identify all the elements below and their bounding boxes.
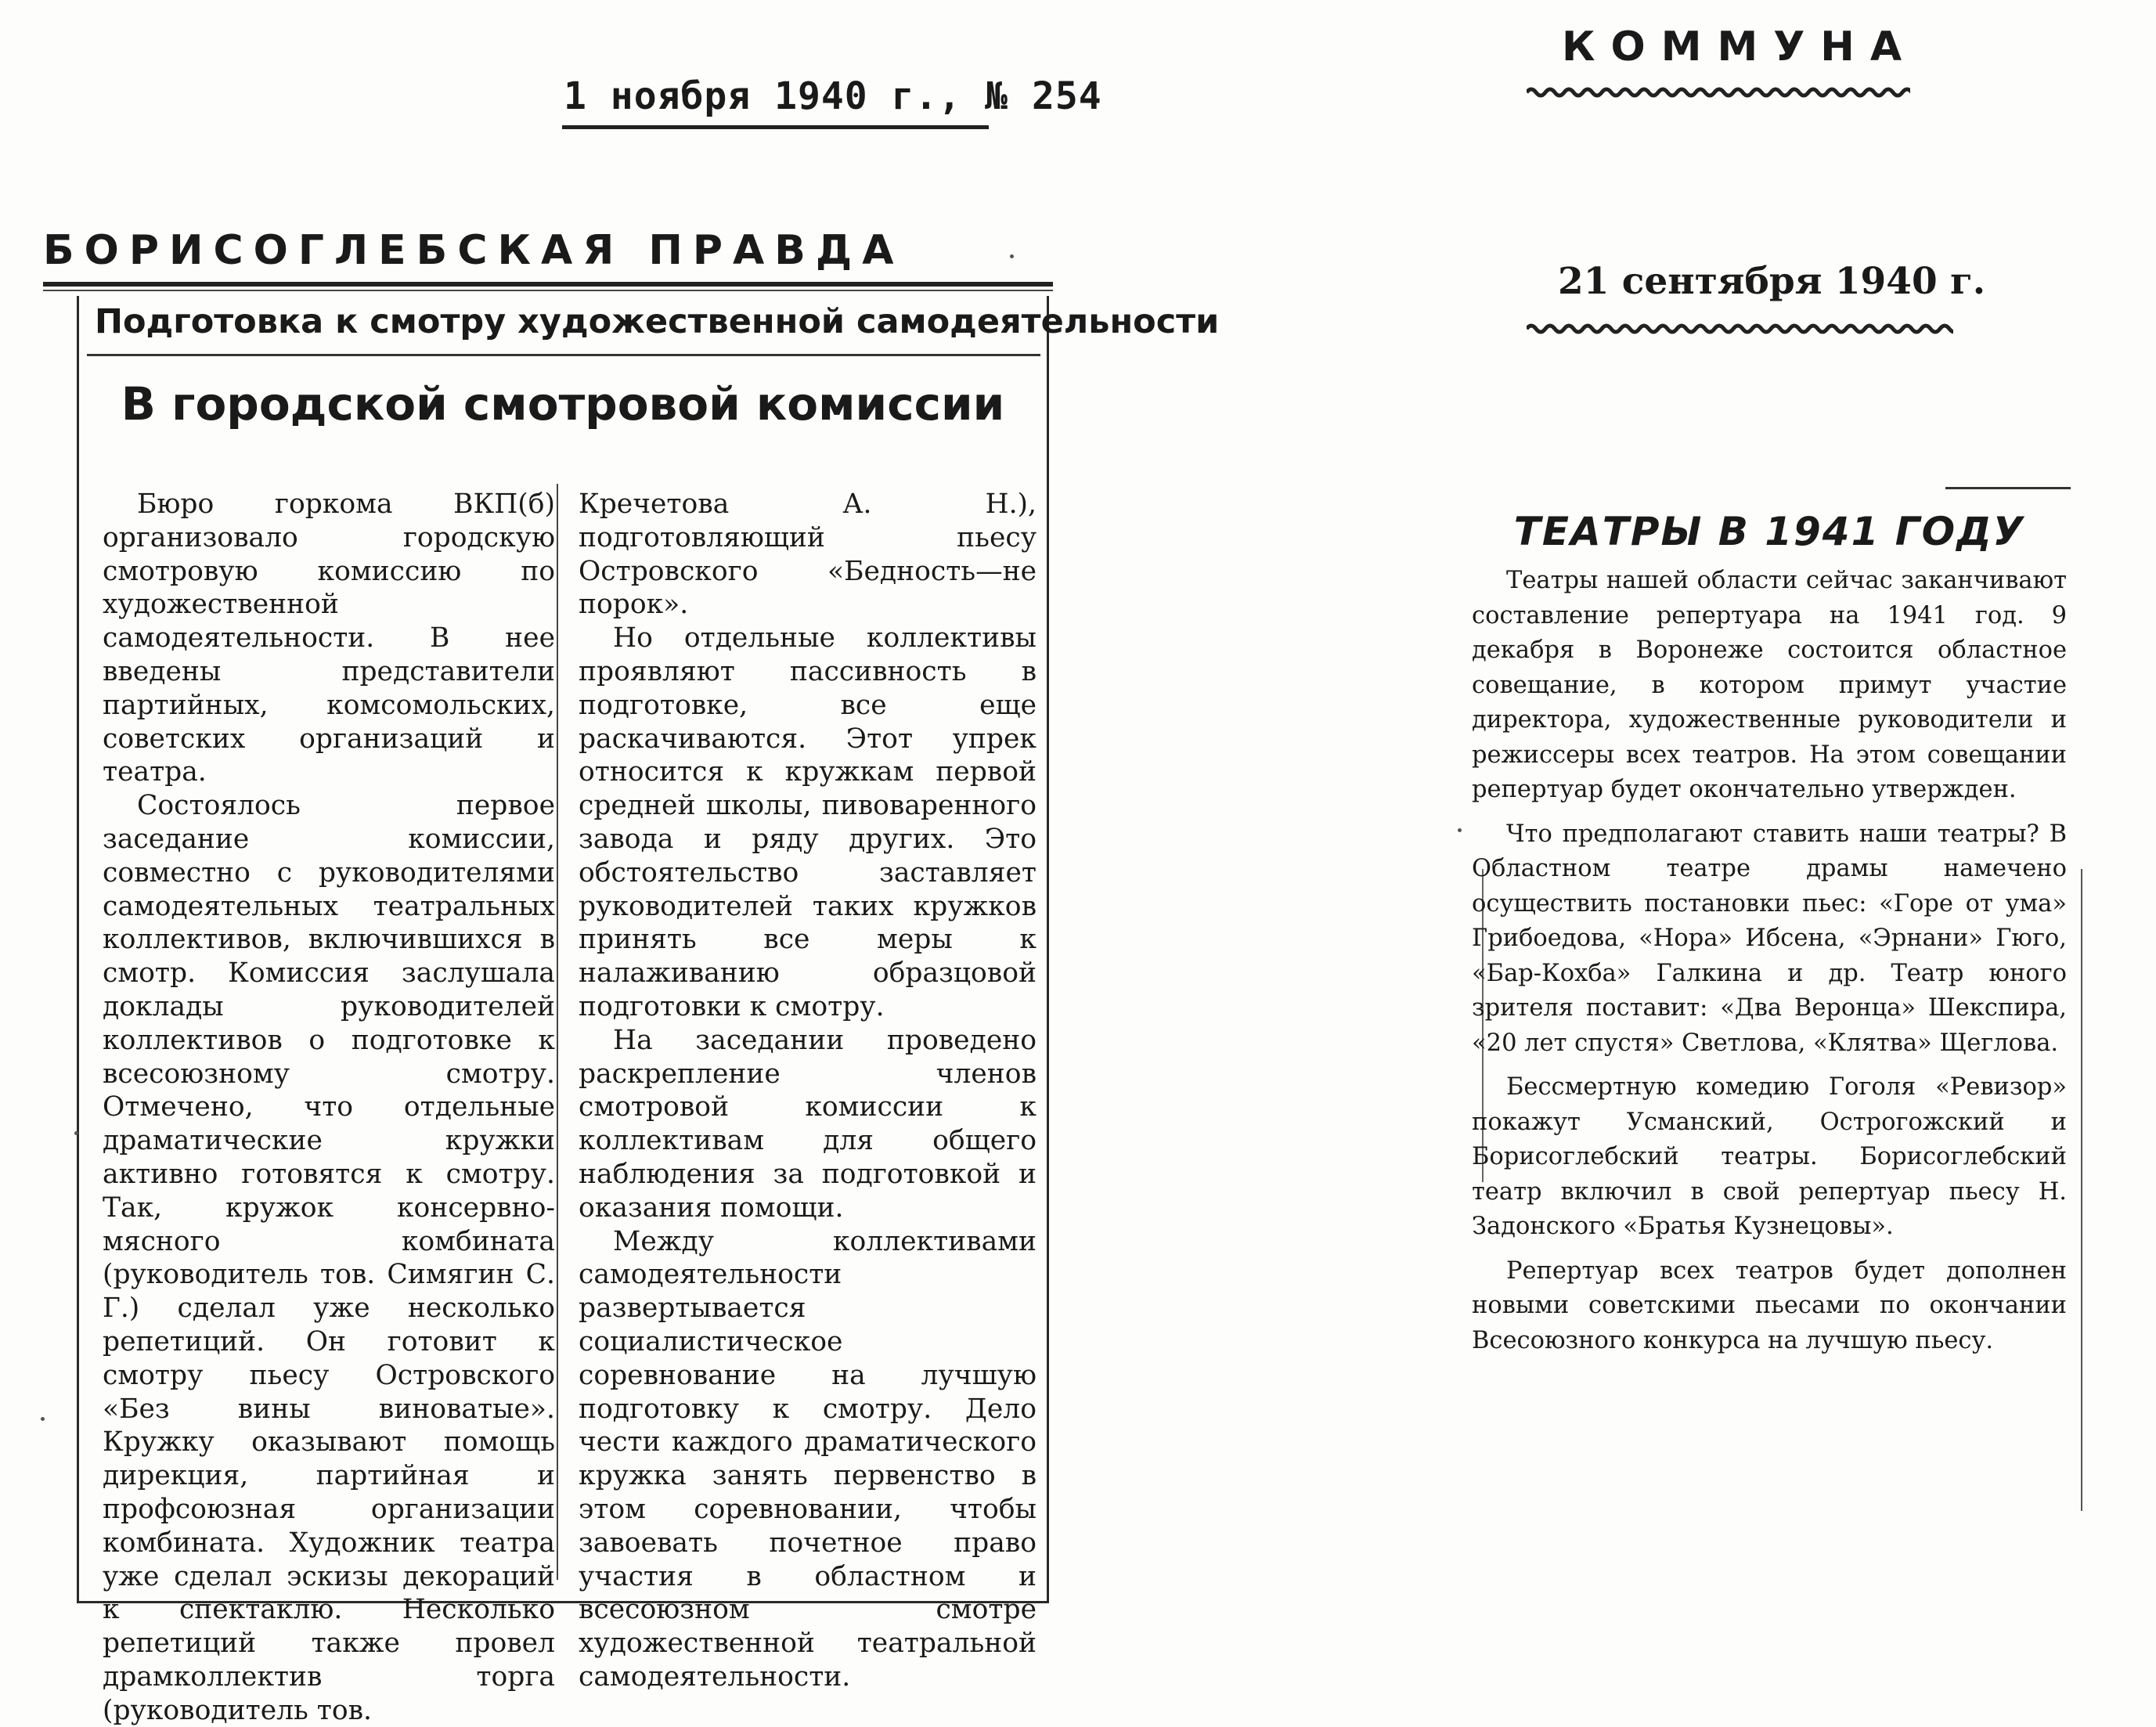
article-frame <box>77 296 1220 1726</box>
paragraph: На заседании проведено раскрепление членов смотровой комиссии к коллективам для общего наблюдения за подготовкой и оказания помощи. <box>579 1024 1037 1224</box>
masthead-rule <box>43 282 1053 287</box>
scan-speck <box>1458 828 1462 832</box>
article-column-2 <box>579 488 1037 1694</box>
column-divider <box>557 484 558 1580</box>
paragraph: Кречетова А. Н.), подготовляющий пьесу Островского «Бедность—не порок». <box>579 489 1037 621</box>
paragraph: Бессмертную комедию Гоголя «Ревизор» покажут Усманский, Острогожский и Борисоглебский театры. Борисоглебский театр включил в свой репертуар пьесу Н. Задонского «Братья Кузнецовы». <box>1472 1073 2067 1240</box>
newspaper-masthead-kommuna: КОММУНА <box>1562 23 1918 70</box>
article-column-1 <box>103 488 555 1727</box>
right-issue-date: 21 сентября 1940 г. <box>1558 260 1986 303</box>
article-headline: ТЕАТРЫ В 1941 ГОДУ <box>1513 509 2025 554</box>
masthead-rule-thin <box>43 290 1053 291</box>
paragraph: Но отдельные коллективы проявляют пассивность в подготовке, все еще раскачиваются. Этот упрек относится к кружкам первой средней школы, пивоваренного завода и ряду других. Это обстоятельство заставляет руководителей таких кружков принять все меры к налаживанию образцовой подготовки к смотру. <box>579 622 1037 1022</box>
paragraph: Театры нашей области сейчас заканчивают составление репертуара на 1941 год. 9 декабря в Воронеже состоится областное совещание, в котором примут участие директора, художественные руководители и режиссеры всех театров. На этом совещании репертуар будет окончательно утвержден. <box>1472 567 2067 803</box>
paragraph: Между коллективами самодеятельности развертывается социалистическое соревнование на лучшую подготовку к смотру. Дело чести каждого драматического кружка занять первенство в этом соревновании, чтобы завоевать почетное право участия в областном и всесоюзном смотре художественной театральной самодеятельности. <box>579 1225 1037 1693</box>
paragraph: Репертуар всех театров будет дополнен новыми советскими пьесами по окончании Всесоюзного конкурса на лучшую пьесу. <box>1472 1256 2067 1354</box>
newspaper-masthead-borisoglebskaya-pravda: БОРИСОГЛЕБСКАЯ ПРАВДА <box>43 227 904 274</box>
article-rubric: Подготовка к смотру художественной самодеятельности <box>95 302 1220 341</box>
wavy-rule <box>1527 321 1953 337</box>
date-underline <box>562 125 989 129</box>
scan-speck <box>41 1417 45 1421</box>
scan-speck <box>74 1131 78 1135</box>
paragraph: Что предполагают ставить наши театры? В Областном театре драмы намечено осуществить постановки пьес: «Горе от ума» Грибоедова, «Нора» Ибсена, «Эрнани» Гюго, «Бар-Кохба» Галкина и др. Театр юного зрителя поставит: «Два Веронца» Шекспира, «20 лет спустя» Светлова, «Клятва» Щеглова. <box>1472 820 2067 1057</box>
paragraph: Бюро горкома ВКП(б) организовало городскую смотровую комиссию по художественной самодеятельности. В нее введены представители партийных, комсомольских, советских организаций и театра. <box>103 489 555 788</box>
article-top-rule <box>1945 487 2071 489</box>
rubric-rule <box>87 354 1040 356</box>
paragraph: Состоялось первое заседание комиссии, совместно с руководителями самодеятельных театральных коллективов, включившихся в смотр. Комиссия заслушала доклады руководителей коллективов о подготовке к всесоюзному смотру. Отмечено, что отдельные драматические кружки активно готовятся к смотру. Так, кружок консервно-мясного комбината (руководитель тов. Симягин С. Г.) сделал уже несколько репетиций. Он готовит к смотру пьесу Островского «Без вины виноватые». Кружку оказывают помощь дирекция, партийная и профсоюзная организации комбината. Художник театра уже сделал эскизы декораций к спектаклю. Несколько репетиций также провел драмколлектив торга (руководитель тов. <box>103 790 555 1726</box>
scan-speck <box>1010 254 1014 258</box>
article-body <box>1472 564 2067 1358</box>
article-side-rule <box>2081 869 2082 1511</box>
theatres-article <box>1472 509 2067 1368</box>
wavy-rule <box>1527 85 1910 100</box>
left-issue-date: 1 ноября 1940 г., № 254 <box>564 74 1102 118</box>
article-headline: В городской смотровой комиссии <box>121 377 1005 431</box>
